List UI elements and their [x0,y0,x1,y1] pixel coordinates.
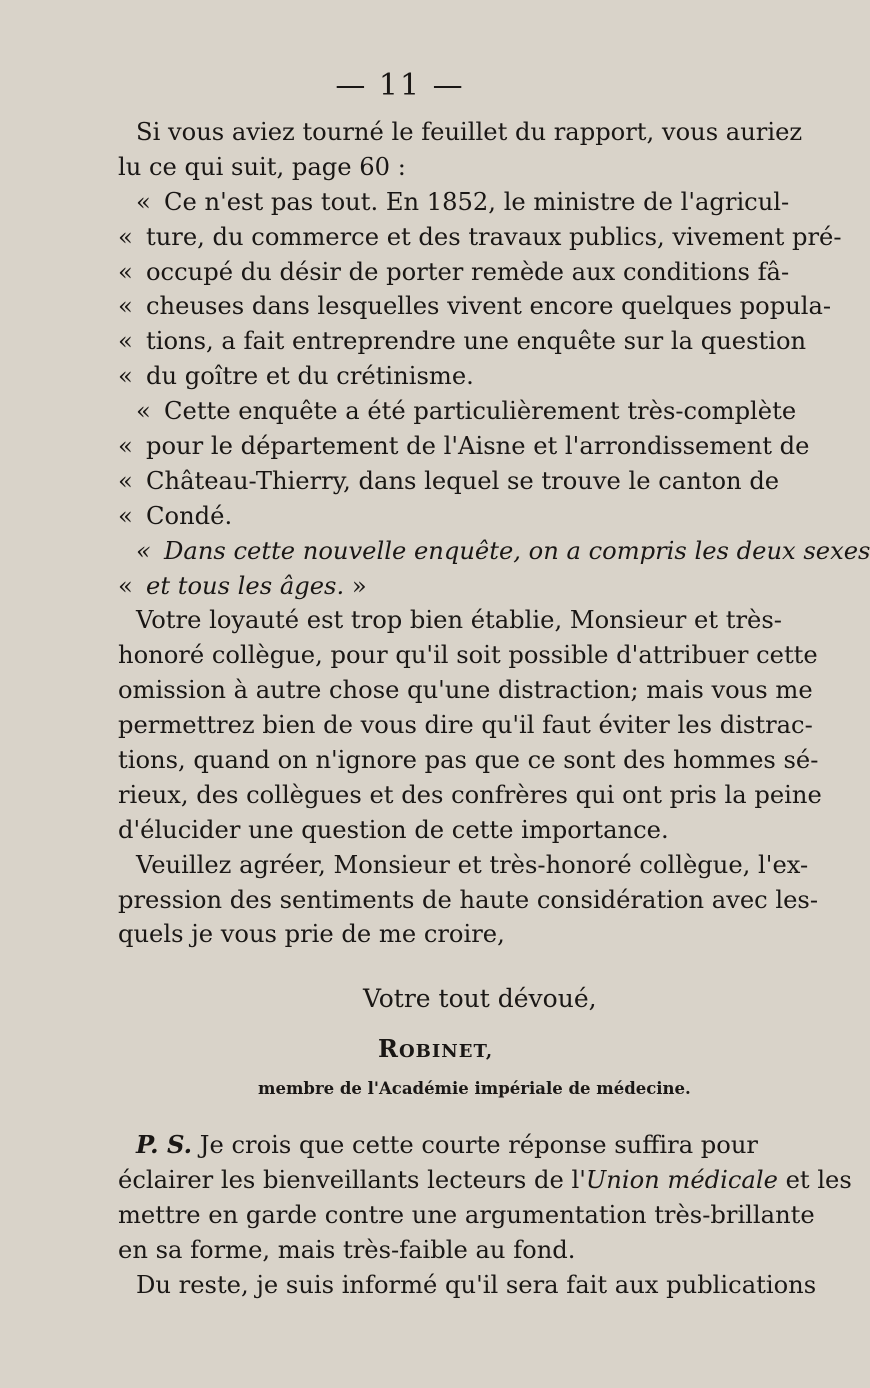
quote-mark: « [118,257,133,286]
text-line [118,464,780,499]
text-line [118,499,714,534]
text-line: d'élucider une question de cette importance. [118,815,669,844]
text-line [118,569,714,604]
text-line: Veuillez agréer, Monsieur et très-honoré collègue, l'ex- [136,850,809,879]
text-span: cheuses dans lesquelles vivent encore quelques popula- [146,292,832,321]
text-line: Votre loyauté est trop bien établie, Monsieur et très- [136,606,782,635]
text-span: pour le département de l'Aisne et l'arrondissement de [146,432,810,461]
text-line [118,185,790,220]
quote-mark: « [118,327,133,356]
quote-mark: « [118,466,133,495]
signature-name [118,1032,714,1072]
text-line: Du reste, je suis informé qu'il sera fait aux publications [136,1270,817,1299]
journal-title: Union médicale [585,1166,778,1195]
text-line: lu ce qui suit, page 60 : [118,152,406,181]
body-text [118,115,870,1303]
quote-mark: « [118,501,133,530]
name-rest: OBINET, [398,1041,494,1063]
quote-mark: « [118,362,133,391]
closing-quote-mark: » [351,571,367,600]
postscript-label: P. S. [136,1130,193,1160]
text-line: honoré collègue, pour qu'il soit possible d'attribuer cette [118,641,818,670]
text-line: mettre en garde contre une argumentation très-brillante [118,1201,815,1230]
quote-mark: « [136,187,151,216]
signature-affiliation: membre de l'Académie impériale de médecine. [258,1079,691,1099]
text-span: Dans cette nouvelle enquête, on a compris les deux sexes [164,536,870,565]
text-line [118,324,807,359]
quote-mark: « [136,397,151,426]
text-line [118,255,790,290]
quote-mark: « [118,571,133,600]
text-span: Cette enquête a été particulièrement très-complète [164,397,797,426]
text-span: et les [777,1166,852,1195]
quote-mark: « [118,222,133,251]
text-line: pression des sentiments de haute considération avec les- [118,885,819,914]
quote-mark: « [118,432,133,461]
text-span: éclairer les bienveillants lecteurs de l' [118,1166,586,1195]
text-line [118,220,842,255]
text-span: Condé. [146,501,233,530]
text-span: Château-Thierry, dans lequel se trouve le canton de [146,466,780,495]
text-line [118,289,832,324]
text-span: Ce n'est pas tout. En 1852, le ministre de l'agricul- [164,187,790,216]
text-line: quels je vous prie de me croire, [118,920,505,949]
page-number: — 11 — [335,68,465,103]
text-line: omission à autre chose qu'une distraction; mais vous me [118,676,813,705]
text-line [118,429,810,464]
quote-mark: « [136,536,151,565]
text-line [118,534,870,569]
text-line [118,359,714,394]
text-line: rieux, des collègues et des confrères qui ont pris la peine [118,780,822,809]
name-initial: R [378,1034,399,1064]
text-line: tions, quand on n'ignore pas que ce sont des hommes sé- [118,746,819,775]
text-span: tions, a fait entreprendre une enquête sur la question [146,327,807,356]
text-span: et tous les âges. [146,571,345,600]
text-line [118,394,797,429]
text-line: Si vous aviez tourné le feuillet du rapport, vous auriez [136,118,803,146]
closing-salutation: Votre tout dévoué, [363,984,597,1014]
text-line [118,1128,758,1163]
text-span: Je crois que cette courte réponse suffira pour [199,1131,758,1160]
text-span: occupé du désir de porter remède aux conditions fâ- [146,257,790,286]
quote-mark: « [118,292,133,321]
text-span: ture, du commerce et des travaux publics, vivement pré- [146,222,842,251]
text-span: du goître et du crétinisme. [146,362,474,391]
text-line: en sa forme, mais très-faible au fond. [118,1236,576,1265]
text-line: permettrez bien de vous dire qu'il faut éviter les distrac- [118,711,813,740]
text-line [118,1163,852,1198]
